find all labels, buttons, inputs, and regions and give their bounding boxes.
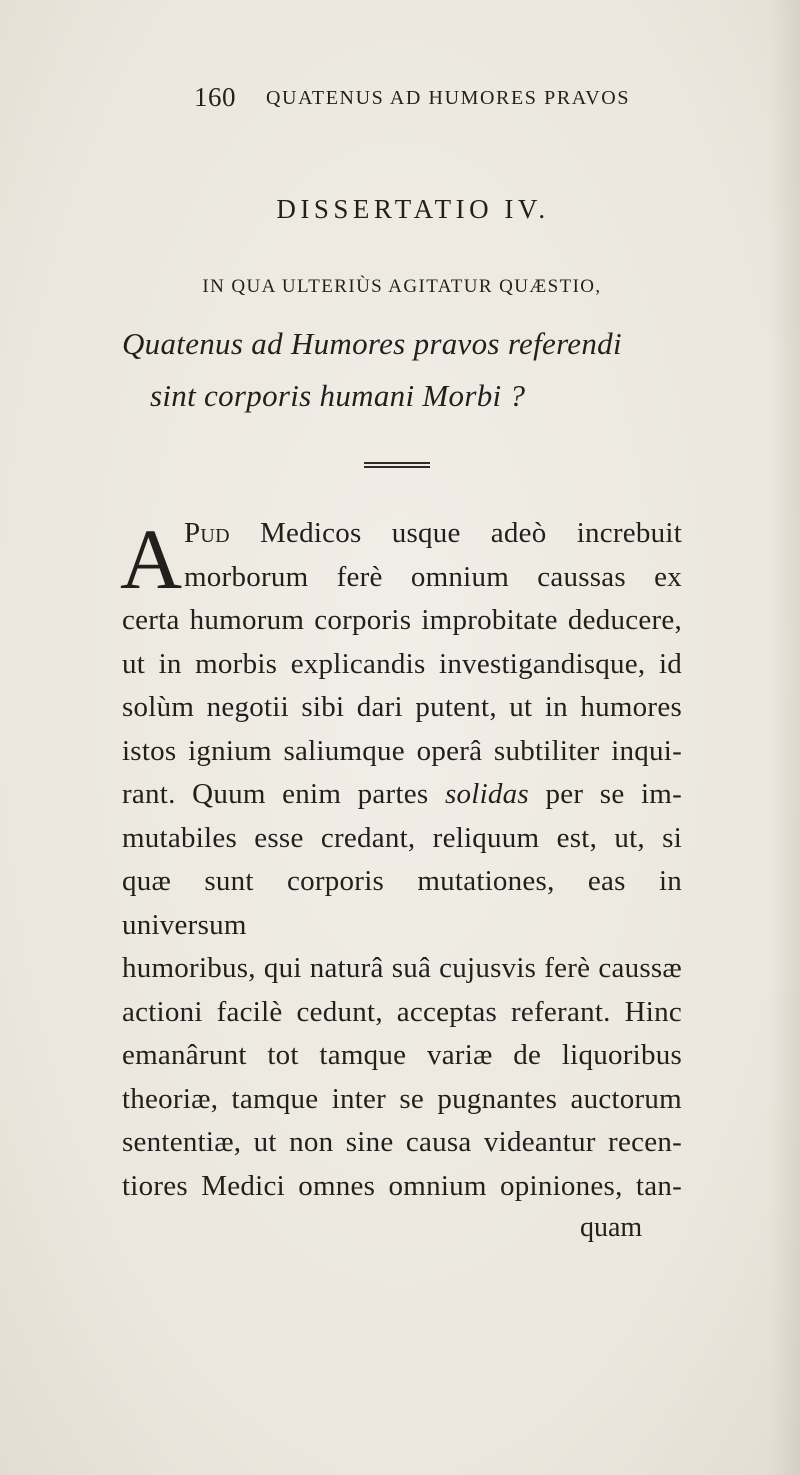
rule-bar-top — [364, 462, 430, 464]
catchword: quam — [580, 1212, 643, 1243]
page-number: 160 — [194, 82, 236, 112]
body-line-8: mutabiles esse credant, reliquum est, ut, si — [122, 821, 682, 854]
body-line-12: emanârunt tot tamque variæ de liquoribus — [122, 1039, 682, 1071]
double-rule-divider — [364, 462, 430, 468]
body-line-9: quæ sunt corporis mutationes, eas in universum — [122, 865, 682, 941]
body-line-7-a: rant. Quum enim partes — [122, 778, 429, 810]
body-line-4: ut in morbis explicandis investigandisque, id — [122, 647, 682, 680]
running-head — [194, 82, 714, 122]
body-line-10: humoribus, qui naturâ suâ cujusvis ferè caussæ — [122, 952, 682, 984]
body-line-6: istos ignium saliumque operâ subtiliter inqui- — [122, 734, 682, 767]
body-line-5: solùm negotii sibi dari putent, ut in humores — [122, 691, 682, 723]
running-title: QUATENUS AD HUMORES PRAVOS — [266, 87, 631, 109]
body-line-1 — [122, 512, 682, 556]
body-line-13: theoriæ, tamque inter se pugnantes auctorum — [122, 1082, 682, 1115]
dissertation-subtitle: IN QUA ULTERIÙS AGITATUR QUÆSTIO, — [202, 276, 602, 297]
body-line-1-rest: Medicos usque adeò increbuit — [259, 517, 683, 549]
dissertation-title: DISSERTATIO IV. — [276, 194, 550, 224]
first-word-smallcaps: Pud — [184, 517, 230, 549]
body-line-7 — [122, 773, 682, 817]
body-line-3: certa humorum corporis improbitate deducere, — [122, 604, 682, 636]
body-line-2: morborum ferè omnium caussas ex — [184, 560, 682, 593]
drop-cap: A — [120, 511, 183, 607]
question-heading — [122, 318, 742, 422]
body-line-11: actioni facilè cedunt, acceptas referant. Hinc — [122, 995, 682, 1028]
question-line-1: Quatenus ad Humores pravos referendi — [122, 326, 622, 361]
body-line-7-b: per se im- — [545, 778, 683, 810]
body-line-15: tiores Medici omnes omnium opiniones, tan- — [122, 1169, 682, 1202]
body-paragraph — [122, 512, 682, 1208]
rule-bar-bottom — [364, 466, 430, 468]
body-line-14: sententiæ, ut non sine causa videantur recen- — [122, 1126, 682, 1158]
body-line-7-italic: solidas — [444, 778, 529, 810]
question-line-2: sint corporis humani Morbi ? — [150, 378, 526, 413]
